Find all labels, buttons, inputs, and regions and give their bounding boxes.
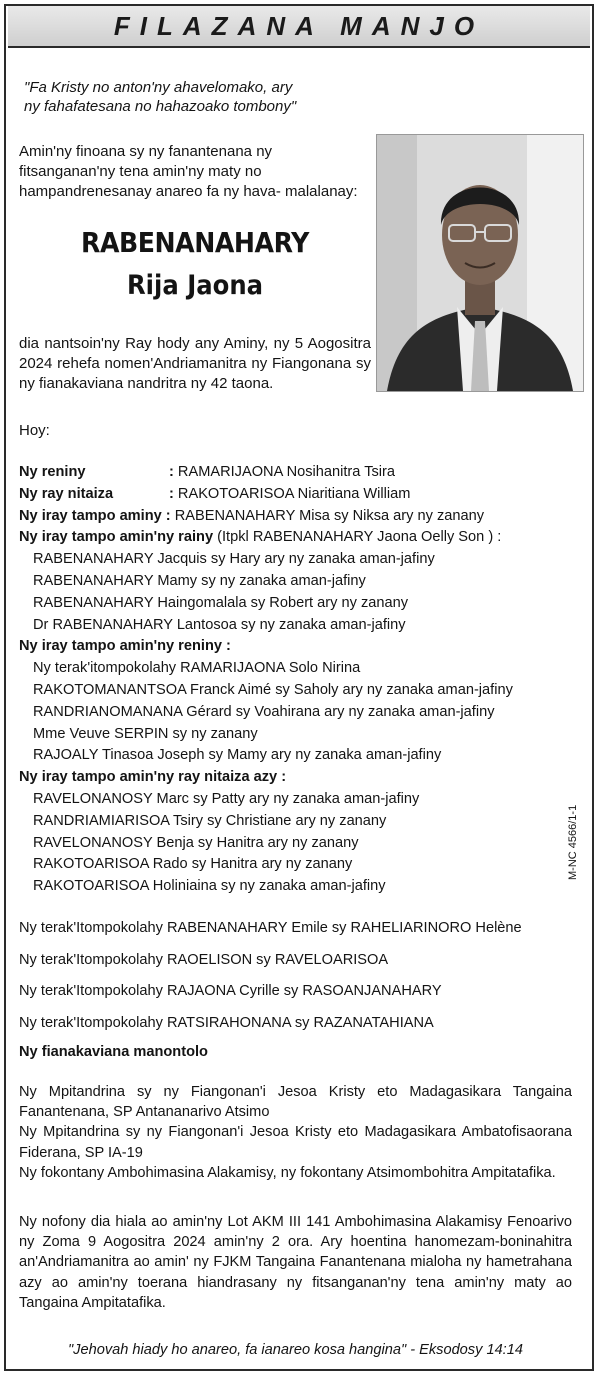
header-banner bbox=[8, 6, 590, 48]
list-item: RAKOTOARISOA Rado sy Hanitra ary ny zanany bbox=[33, 856, 353, 873]
group-note: (Itpkl RABENANAHARY Jaona Oelly Son ) : bbox=[217, 529, 502, 546]
family-row-ray-nitaiza: Ny ray nitaiza : RAKOTOARISOA Niaritiana William bbox=[19, 484, 559, 506]
family-list bbox=[19, 462, 559, 898]
deceased-surname: RABENANAHARY bbox=[80, 226, 309, 259]
portrait-illustration bbox=[377, 135, 583, 391]
portrait-photo bbox=[376, 134, 584, 392]
organization-item: Ny fokontany Ambohimasina Alakamisy, ny fokontany Atsimombohitra Ampitatafika. bbox=[19, 1164, 556, 1181]
hoy-label: Hoy: bbox=[19, 422, 50, 439]
burial-details: Ny nofony dia hiala ao amin'ny Lot AKM III 141 Ambohimasina Alakamisy Fenoarivo ny Zoma 9 Aogositra 2024 amin'ny 2 ora. Ary hoentina hanomezam-boninahitra an'Andriamanitra ao amin' ny FJKM Tangaina Fanantenana mialoha ny hametrahana azy ao amin'ny toerana hiandrasany ny fitsanganan'ny tena amin'ny maty ao Tangaina Ampitatafika. bbox=[19, 1214, 572, 1311]
organization-item: Ny Mpitandrina sy ny Fiangonan'i Jesoa Kristy eto Madagasikara Ambatofisaorana Fiderana, SP IA-19 bbox=[19, 1124, 572, 1161]
list-item: RAVELONANOSY Marc sy Patty ary ny zanaka aman-jafiny bbox=[33, 790, 420, 807]
epigraph-line: ny fahafatesana no hahazoako tombony" bbox=[24, 98, 297, 115]
list-item: RABENANAHARY Jacquis sy Hary ary ny zanaka aman-jafiny bbox=[33, 551, 435, 568]
announcement-text: dia nantsoin'ny Ray hody any Aminy, ny 5 Aogositra 2024 rehefa nomen'Andriamanitra ny Fiangonana sy ny fianakaviana nandritra ny 42 taona. bbox=[19, 335, 371, 392]
organization-item: Ny Mpitandrina sy ny Fiangonan'i Jesoa Kristy eto Madagasikara Tangaina Fanantenana, SP Antananarivo Atsimo bbox=[19, 1084, 572, 1121]
lineage-item: Ny terak'Itompokolahy RABENANAHARY Emile sy RAHELIARINORO Helène bbox=[19, 920, 522, 936]
group-label: Ny iray tampo amin'ny rainy bbox=[19, 529, 214, 546]
banner-title: FILAZANA MANJO bbox=[113, 10, 485, 41]
list-item: Mme Veuve SERPIN sy ny zanany bbox=[33, 725, 258, 742]
whole-family-label: Ny fianakaviana manontolo bbox=[19, 1044, 208, 1060]
family-row-reniny: Ny reniny : RAMARIJAONA Nosihanitra Tsira bbox=[19, 462, 559, 484]
deceased-given-names: Rija Jaona bbox=[126, 270, 264, 301]
list-item: RANDRIANOMANANA Gérard sy Voahirana ary ny zanaka aman-jafiny bbox=[33, 703, 495, 720]
family-group-ray-nitaiza: Ny iray tampo amin'ny ray nitaiza azy : bbox=[19, 769, 287, 786]
lineage-item: Ny terak'Itompokolahy RAJAONA Cyrille sy RASOANJANAHARY bbox=[19, 983, 442, 999]
organizations-list bbox=[19, 1082, 572, 1183]
epigraph-line: "Fa Kristy no anton'ny ahavelomako, ary bbox=[24, 79, 293, 96]
list-item: RABENANAHARY Mamy sy ny zanaka aman-jafiny bbox=[33, 572, 366, 589]
family-label: Ny reniny bbox=[19, 464, 86, 480]
list-item: RAKOTOMANANTSOA Franck Aimé sy Saholy ary ny zanaka aman-jafiny bbox=[33, 681, 513, 698]
family-value: RAMARIJAONA Nosihanitra Tsira bbox=[177, 464, 396, 480]
epigraph bbox=[24, 78, 324, 116]
list-item: Ny terak'itompokolahy RAMARIJAONA Solo Nirina bbox=[33, 660, 361, 677]
family-label: Ny ray nitaiza bbox=[19, 485, 114, 502]
lineage-item: Ny terak'Itompokolahy RATSIRAHONANA sy RAZANATAHIANA bbox=[19, 1014, 434, 1031]
family-group-reniny: Ny iray tampo amin'ny reniny : bbox=[19, 638, 231, 655]
list-item: RAJOALY Tinasoa Joseph sy Mamy ary ny zanaka aman-jafiny bbox=[33, 747, 442, 764]
lineage-item: Ny terak'Itompokolahy RAOELISON sy RAVELOARISOA bbox=[19, 951, 389, 968]
family-group-rainy bbox=[19, 527, 559, 549]
list-item: RAKOTOARISOA Holiniaina sy ny zanaka aman-jafiny bbox=[33, 878, 386, 895]
closing-verse: "Jehovah hiady ho anareo, fa ianareo kosa hangina" - Eksodosy 14:14 bbox=[68, 1342, 523, 1358]
family-value: RAKOTOARISOA Niaritiana William bbox=[177, 485, 411, 502]
list-item: RAVELONANOSY Benja sy Hanitra ary ny zanany bbox=[33, 834, 359, 851]
list-item: Dr RABENANAHARY Lantosoa sy ny zanaka aman-jafiny bbox=[33, 616, 406, 633]
intro-text: Amin'ny finoana sy ny fanantenana ny fitsanganan'ny tena amin'ny maty no hampandrenesanay anareo fa ny hava- malalanay: bbox=[19, 143, 358, 200]
list-item: RANDRIAMIARISOA Tsiry sy Christiane ary ny zanany bbox=[33, 812, 387, 829]
list-item: RABENANAHARY Haingomalala sy Robert ary ny zanany bbox=[33, 594, 409, 611]
family-label: Ny iray tampo aminy : bbox=[19, 507, 171, 524]
lineage-list bbox=[19, 918, 579, 1044]
family-row-iray-tampo bbox=[19, 506, 559, 528]
reference-code: M-NC 4566/1-1 bbox=[567, 804, 579, 880]
family-value: RABENANAHARY Misa sy Niksa ary ny zanany bbox=[174, 507, 485, 524]
